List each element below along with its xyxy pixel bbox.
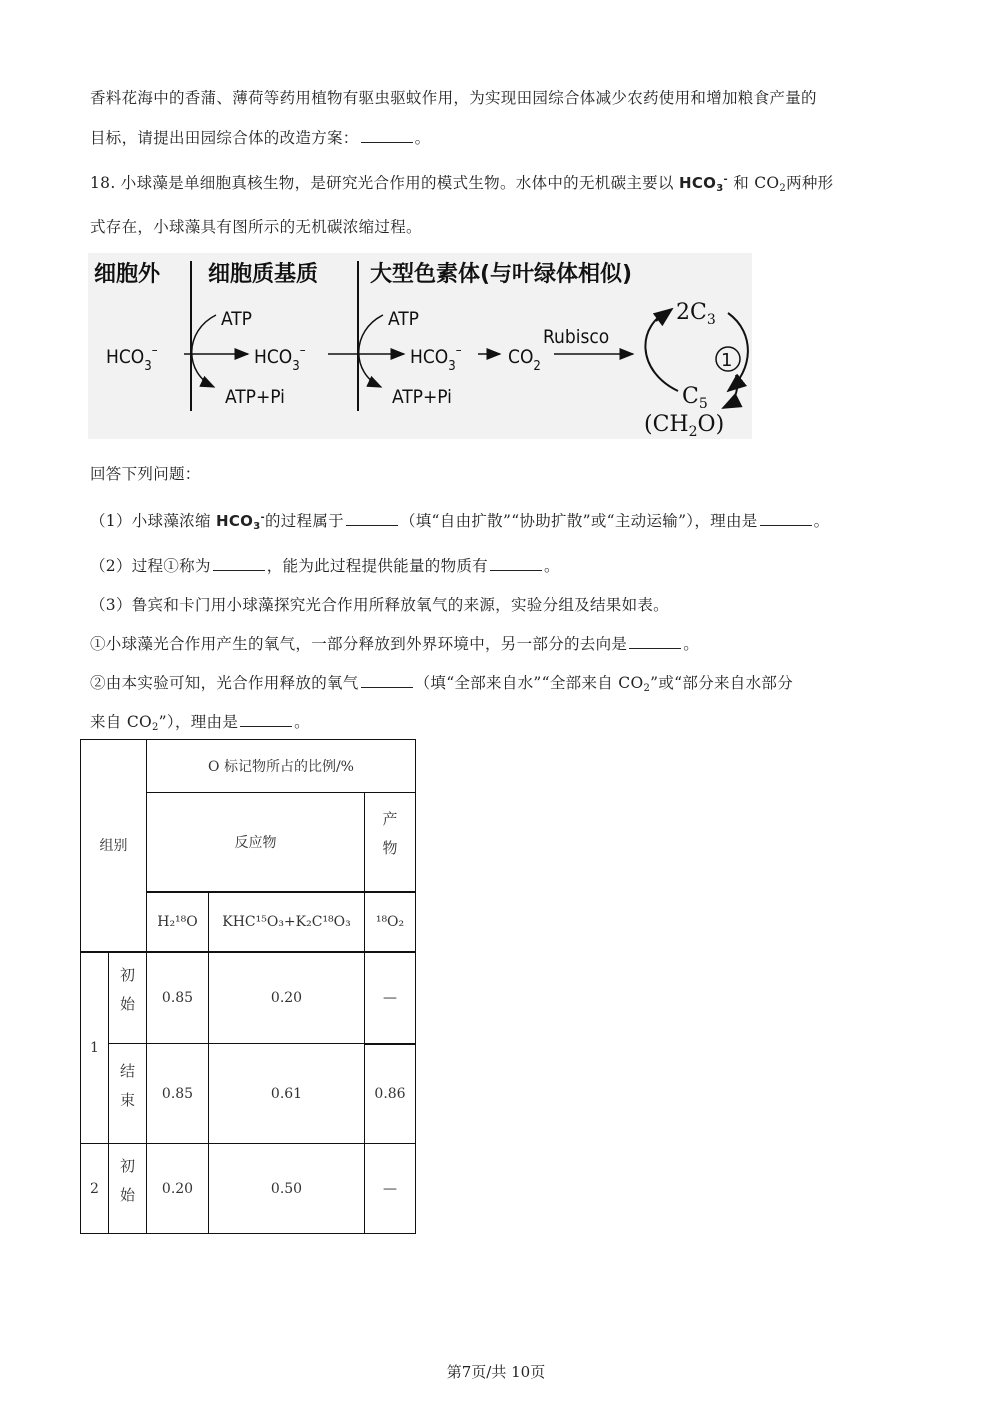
group-cell: 2: [81, 1144, 109, 1234]
stage-text: 结束: [118, 1062, 136, 1121]
text-segment: （3）鲁宾和卡门用小球藻探究光合作用所释放氧气的来源，实验分组及结果如表。: [90, 596, 669, 614]
question-18-line: [90, 171, 833, 194]
formula-base: 2C: [676, 300, 707, 325]
text-segment: 目标，请提出田园综合体的改造方案：: [90, 129, 359, 147]
question-2-line: [90, 554, 560, 576]
text-segment: 两种形: [786, 174, 834, 192]
text-segment: 来自 CO: [90, 713, 152, 731]
formula-sup: -: [260, 512, 265, 523]
stage-cell: [109, 1044, 147, 1144]
text-segment: 。: [543, 557, 560, 575]
diagram-svg: [88, 253, 752, 439]
formula-sub: 2: [779, 183, 787, 194]
col-khco-header: KHC¹⁵O₃+K₂C¹⁸O₃: [209, 892, 365, 952]
answer-prompt: [90, 462, 201, 484]
paragraph-line: [90, 126, 430, 148]
hco3-plastid: [410, 343, 462, 374]
formula-sup: –: [455, 343, 462, 358]
formula-base: (CH: [644, 412, 689, 437]
formula-base: HCO: [679, 174, 717, 192]
text-segment: 式存在，小球藻具有图所示的无机碳浓缩过程。: [90, 218, 422, 236]
co2-label: [508, 346, 541, 374]
khco-cell: 0.50: [209, 1144, 365, 1234]
ch2o-arrow: [723, 375, 737, 408]
question-3-line: [90, 593, 669, 615]
col-o2-header: ¹⁸O₂: [365, 892, 416, 952]
formula-sup: –: [151, 343, 158, 358]
text-segment: ”或“部分来自水部分: [650, 674, 794, 692]
text-segment: ①小球藻光合作用产生的氧气，一部分释放到外界环境中，另一部分的去向是: [90, 635, 628, 653]
product-header-text: 产物: [380, 810, 399, 869]
formula-sub: 3: [716, 183, 724, 194]
atp-label-2: ATP: [388, 308, 419, 330]
stage-cell: [109, 1144, 147, 1234]
formula-sub: 2: [643, 683, 651, 694]
answer-blank[interactable]: [346, 524, 398, 526]
formula-sub: 3: [292, 359, 300, 374]
answer-blank[interactable]: [490, 569, 542, 571]
hco3-formula: [216, 512, 265, 530]
paragraph-line: [90, 86, 817, 108]
formula-sub: 3: [706, 312, 716, 328]
stage-cell: [109, 952, 147, 1044]
formula-sup: –: [299, 343, 306, 358]
text-segment: （1）小球藻浓缩: [90, 512, 211, 530]
formula-base: HCO: [106, 346, 145, 368]
header-plastid: 大型色素体(与叶绿体相似): [370, 262, 633, 287]
stage-text: 初始: [118, 1157, 136, 1216]
o2-cell: 0.86: [365, 1044, 416, 1144]
o2-cell: —: [365, 1144, 416, 1234]
answer-blank[interactable]: [361, 686, 413, 688]
reactants-header: 反应物: [147, 793, 365, 892]
text-segment: （2）过程①称为: [90, 557, 211, 575]
text-segment: 。: [414, 129, 431, 147]
atp-label-1: ATP: [221, 308, 252, 330]
results-table: [80, 739, 416, 1234]
atp-hydrolysis-arrow-1: [192, 315, 216, 387]
khco-cell: 0.20: [209, 952, 365, 1044]
question-1-line: [90, 509, 829, 532]
formula-sub: 2: [688, 424, 698, 439]
formula-base: CO: [508, 346, 534, 368]
process-1-label: 1: [721, 350, 733, 371]
question-3-1-line: [90, 632, 699, 654]
atp-hydrolysis-arrow-2: [359, 315, 383, 387]
text-segment: （填“自由扩散”“协助扩散”或“主动运输”），理由是: [399, 512, 758, 530]
h2o-cell: 0.85: [147, 952, 209, 1044]
c5-to-c3-arc: [645, 310, 678, 391]
h2o-cell: 0.85: [147, 1044, 209, 1144]
answer-blank[interactable]: [361, 141, 413, 143]
formula-sub: 3: [253, 521, 261, 532]
text-segment: ，能为此过程提供能量的物质有: [266, 557, 488, 575]
label-ratio-header: O 标记物所占的比例/%: [147, 740, 416, 793]
header-matrix: 细胞质基质: [208, 262, 319, 287]
formula-base: C: [682, 384, 699, 409]
formula-sub: 2: [533, 359, 541, 374]
product-header: [365, 793, 416, 892]
answer-blank[interactable]: [240, 725, 292, 727]
formula-sub: 2: [152, 722, 159, 733]
stage-text: 初始: [118, 966, 136, 1025]
col-h2o-header: H₂¹⁸O: [147, 892, 209, 952]
rubisco-label: Rubisco: [543, 326, 610, 348]
text-segment: 香料花海中的香蒲、薄荷等药用植物有驱虫驱蚊作用，为实现田园综合体减少农药使用和增加粮食产量的: [90, 89, 817, 107]
group-cell: 1: [81, 952, 109, 1144]
hco3-formula: [679, 174, 728, 192]
formula-sub: 3: [448, 359, 456, 374]
formula-base: HCO: [254, 346, 293, 368]
text-segment: ②由本实验可知，光合作用释放的氧气: [90, 674, 359, 692]
c3-arrowhead: [656, 309, 672, 321]
text-segment: 。: [294, 713, 310, 731]
hco3-matrix: [254, 343, 306, 374]
carbon-concentration-diagram: [88, 253, 752, 439]
c5-label: [682, 384, 708, 412]
text-segment: 和 CO: [733, 174, 780, 192]
h2o-cell: 0.20: [147, 1144, 209, 1234]
answer-blank[interactable]: [760, 524, 812, 526]
o2-cell: —: [365, 952, 416, 1044]
formula-sub: 3: [144, 359, 152, 374]
formula-base: HCO: [410, 346, 449, 368]
khco-cell: 0.61: [209, 1044, 365, 1144]
text-segment: ”），理由是: [158, 713, 239, 731]
text-segment: 。: [683, 635, 700, 653]
atp-pi-label-2: ATP+Pi: [392, 386, 452, 408]
text-segment: （填“全部来自水”“全部来自 CO: [414, 674, 644, 692]
text-segment: 。: [813, 512, 830, 530]
c3-label: [676, 300, 716, 328]
formula-end: O): [697, 412, 725, 437]
question-3-2-line: [90, 671, 793, 694]
question-18-line: [90, 215, 422, 237]
text-segment: 的过程属于: [264, 512, 344, 530]
text-segment: 回答下列问题：: [90, 465, 201, 483]
group-header: 组别: [81, 740, 147, 952]
answer-blank[interactable]: [629, 647, 681, 649]
formula-sub: 5: [698, 396, 708, 412]
question-3-2-line: [90, 710, 310, 733]
formula-base: HCO: [216, 512, 254, 530]
answer-blank[interactable]: [213, 569, 265, 571]
text-segment: 18. 小球藻是单细胞真核生物，是研究光合作用的模式生物。水体中的无机碳主要以: [90, 174, 674, 192]
formula-sup: -: [723, 174, 728, 185]
atp-pi-label-1: ATP+Pi: [225, 386, 285, 408]
hco3-outside: [106, 343, 158, 374]
header-outside: 细胞外: [94, 262, 161, 287]
page-footer: 第7页/共 10页: [446, 1363, 546, 1381]
ch2o-label: [644, 412, 724, 439]
